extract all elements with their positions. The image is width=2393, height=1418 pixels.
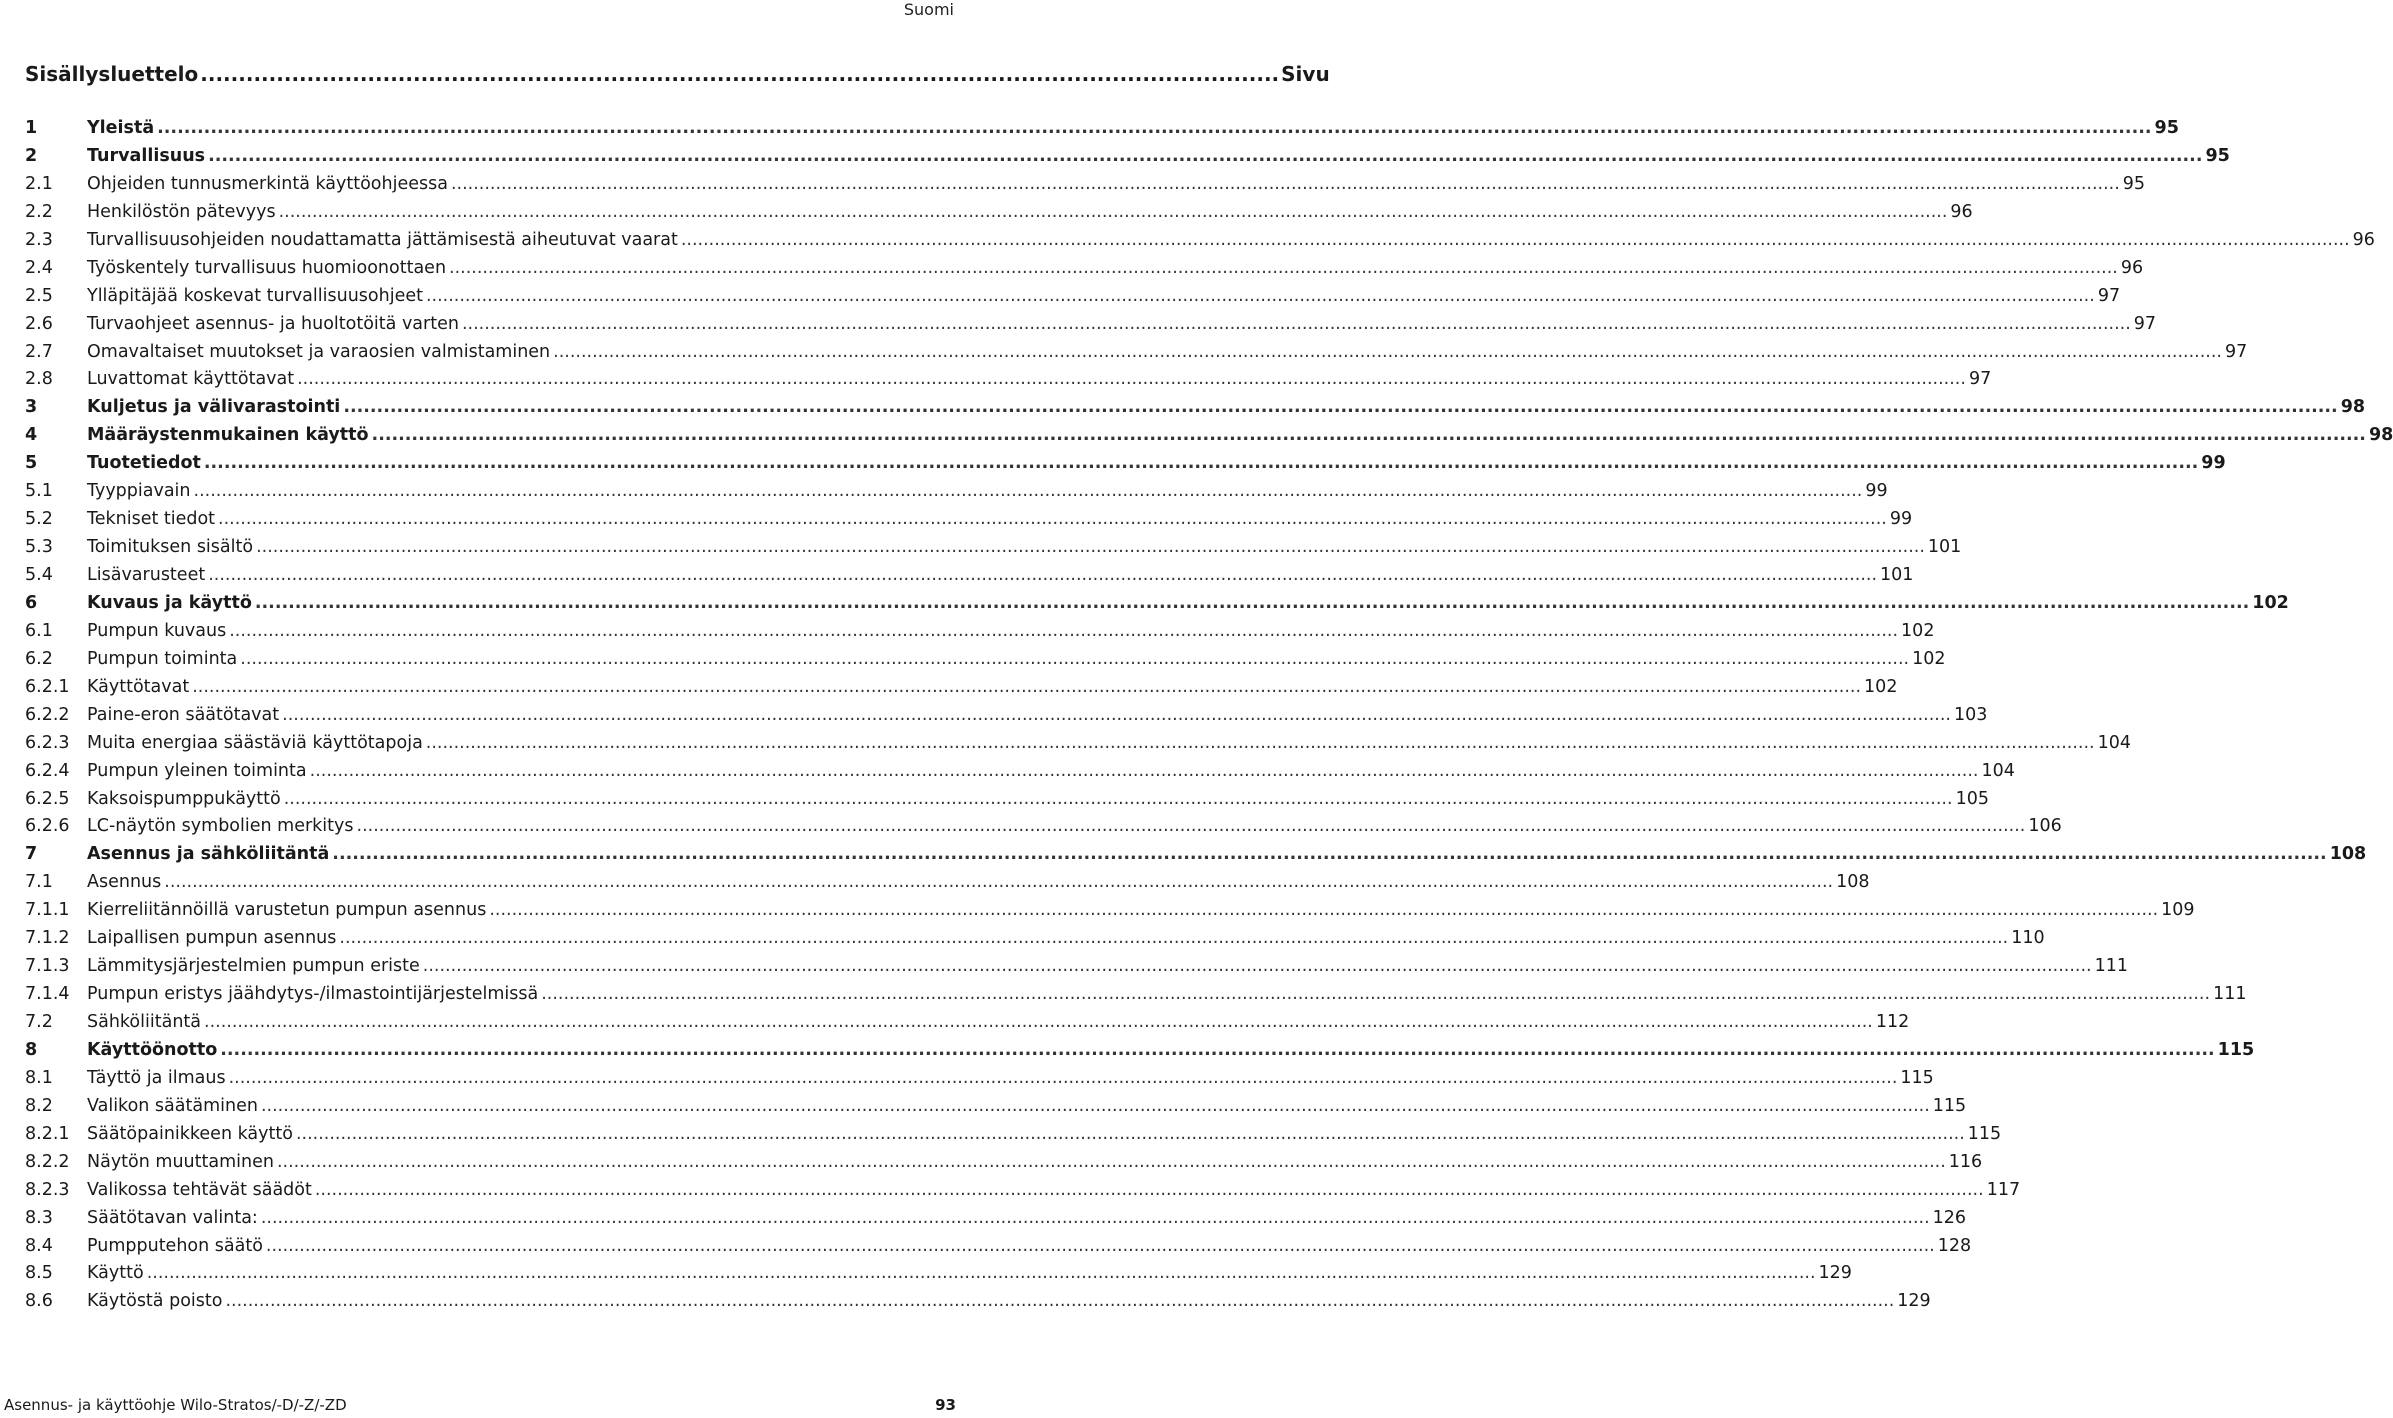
- footer-text: Asennus- ja käyttöohje Wilo-Stratos/-D/-Z/-ZD: [4, 1396, 347, 1414]
- toc-entry-page: 102: [1901, 620, 1935, 641]
- toc-entry-title: Täyttö ja ilmaus: [87, 1067, 226, 1088]
- toc-entry-title: Toimituksen sisältö: [87, 537, 254, 558]
- toc-entry-number: 5: [25, 453, 38, 474]
- toc-entry-number: 2.6: [25, 313, 53, 334]
- toc-entry-leader: ............................................................................................................................................................................................................................................................................................................: [425, 732, 2095, 753]
- toc-entry-leader: ............................................................................................................................................................................................................................................................................................................: [332, 844, 2327, 865]
- toc-entry-number: 2.1: [25, 173, 53, 194]
- toc-entry-number: 5.3: [25, 537, 53, 558]
- toc-entry-title: Säätötavan valinta:: [87, 1207, 258, 1228]
- toc-entry-leader: ............................................................................................................................................................................................................................................................................................................: [461, 313, 2131, 334]
- toc-entry[interactable]: [25, 813, 2062, 841]
- toc-entry-title: Lisävarusteet: [87, 565, 206, 585]
- toc-entry-page: 95: [2122, 173, 2146, 194]
- toc-entry[interactable]: [25, 199, 1973, 227]
- toc-entry-title: Pumpun eristys jäähdytys-/ilmastointijärjestelmissä: [87, 984, 539, 1005]
- toc-entry-number: 7.1.1: [25, 900, 70, 921]
- toc-entry[interactable]: [25, 981, 2247, 1009]
- toc-entry-title: Pumpputehon säätö: [87, 1235, 263, 1256]
- toc-page-label: Sivu: [1281, 62, 1330, 86]
- toc-entry[interactable]: [25, 171, 2146, 199]
- toc-entry-title: Käytöstä poisto: [87, 1291, 223, 1312]
- toc-entry-leader: ............................................................................................................................................................................................................................................................................................................: [192, 676, 1862, 697]
- toc-entry-title: Pumpun yleinen toiminta: [87, 760, 307, 781]
- toc-entry-number: 2.8: [25, 369, 53, 390]
- toc-entry[interactable]: [25, 925, 2045, 953]
- toc-entry[interactable]: [25, 953, 2129, 981]
- toc-entry-number: 8.5: [25, 1263, 53, 1284]
- toc-entry-leader: ............................................................................................................................................................................................................................................................................................................: [553, 341, 2222, 362]
- toc-entry-leader: ............................................................................................................................................................................................................................................................................................................: [283, 788, 1953, 809]
- toc-entry-title: Pumpun kuvaus: [87, 620, 227, 641]
- toc-header: [25, 62, 1330, 86]
- toc-entry-page: 101: [1927, 537, 1962, 558]
- toc-entry-page: 95: [2154, 118, 2179, 138]
- toc-entry-title: Kierreliitännöillä varustetun pumpun asennus: [87, 900, 487, 921]
- toc-entry-page: 95: [2205, 145, 2230, 166]
- toc-entry[interactable]: [25, 227, 2375, 255]
- toc-entry[interactable]: [25, 702, 1988, 730]
- toc-entry[interactable]: [25, 1121, 2002, 1149]
- toc-entry-leader: ............................................................................................................................................................................................................................................................................................................: [228, 1067, 1898, 1088]
- toc-entry-page: 115: [1900, 1067, 1934, 1088]
- toc-entry-number: 4: [25, 425, 38, 446]
- toc-entry-page: 110: [2011, 928, 2045, 949]
- toc-entry-leader: ............................................................................................................................................................................................................................................................................................................: [208, 565, 1878, 585]
- toc-entry-title: Asennus: [87, 872, 162, 893]
- toc-entry-number: 6.2.3: [25, 732, 70, 753]
- toc-entry-title: Sähköliitäntä: [87, 1012, 201, 1032]
- toc-entry[interactable]: [25, 255, 2144, 283]
- toc-list: [25, 115, 2393, 1316]
- toc-entry-leader: ............................................................................................................................................................................................................................................................................................................: [218, 509, 1887, 530]
- toc-entry[interactable]: [25, 590, 2289, 618]
- toc-entry-page: 106: [2028, 816, 2062, 837]
- toc-entry-leader: ............................................................................................................................................................................................................................................................................................................: [541, 984, 2211, 1005]
- toc-entry-number: 8.6: [25, 1291, 53, 1312]
- toc-entry-number: 6.2: [25, 648, 53, 669]
- toc-entry-page: 97: [2133, 313, 2157, 334]
- toc-entry-title: Käyttö: [87, 1263, 144, 1284]
- toc-entry[interactable]: [25, 618, 1935, 646]
- toc-entry-number: 7.1.2: [25, 928, 70, 949]
- toc-title: Sisällysluettelo: [25, 62, 199, 86]
- toc-entry-page: 115: [1967, 1123, 2002, 1144]
- toc-entry-page: 98: [2340, 397, 2366, 418]
- toc-entry-number: 6.2.4: [25, 760, 70, 781]
- toc-entry-title: Yleistä: [87, 118, 155, 138]
- toc-entry-leader: ............................................................................................................................................................................................................................................................................................................: [204, 1012, 1873, 1032]
- toc-entry-leader: ............................................................................................................................................................................................................................................................................................................: [489, 900, 2159, 921]
- toc-entry[interactable]: [25, 1177, 2021, 1205]
- toc-entry-page: 116: [1948, 1151, 1983, 1172]
- toc-entry-leader: ............................................................................................................................................................................................................................................................................................................: [278, 201, 1948, 222]
- toc-entry-number: 2.4: [25, 257, 53, 278]
- toc-entry-leader: ............................................................................................................................................................................................................................................................................................................: [254, 592, 2250, 613]
- footer-page-number: 93: [935, 1396, 956, 1414]
- toc-entry[interactable]: [25, 1233, 1972, 1261]
- toc-entry-number: 8.2.3: [25, 1179, 70, 1200]
- toc-entry-title: Määräystenmukainen käyttö: [87, 425, 369, 446]
- toc-entry-title: Omavaltaiset muutokset ja varaosien valmistaminen: [87, 341, 551, 362]
- toc-entry-leader: ............................................................................................................................................................................................................................................................................................................: [193, 481, 1863, 502]
- toc-entry-page: 108: [1836, 872, 1870, 893]
- toc-entry-page: 104: [2097, 732, 2132, 753]
- toc-entry-leader: ............................................................................................................................................................................................................................................................................................................: [229, 620, 1899, 641]
- toc-entry-leader: ............................................................................................................................................................................................................................................................................................................: [343, 397, 2338, 418]
- toc-entry-title: Henkilöstön pätevyys: [87, 201, 276, 222]
- toc-entry[interactable]: [25, 562, 1914, 590]
- toc-entry[interactable]: [25, 1093, 1967, 1121]
- toc-entry-page: 103: [1953, 704, 1988, 725]
- toc-entry[interactable]: [25, 143, 2230, 171]
- toc-entry-leader: ............................................................................................................................................................................................................................................................................................................: [422, 956, 2092, 977]
- toc-entry-number: 8.4: [25, 1235, 53, 1256]
- toc-entry-page: 105: [1955, 788, 1989, 809]
- toc-entry-page: 109: [2161, 900, 2195, 921]
- toc-entry-number: 8.3: [25, 1207, 53, 1228]
- toc-entry-page: 96: [2352, 229, 2375, 250]
- toc-entry[interactable]: [25, 339, 2248, 367]
- language-label: Suomi: [903, 0, 954, 19]
- toc-entry-number: 6.2.6: [25, 816, 70, 837]
- toc-entry-number: 3: [25, 397, 38, 418]
- toc-entry[interactable]: [25, 1037, 2255, 1065]
- toc-entry-number: 8.2.1: [25, 1123, 70, 1144]
- toc-entry-title: Turvallisuusohjeiden noudattamatta jättämisestä aiheutuvat vaarat: [87, 229, 678, 250]
- toc-entry-title: Näytön muuttaminen: [87, 1151, 274, 1172]
- toc-entry-leader: ............................................................................................................................................................................................................................................................................................................: [256, 537, 1925, 558]
- toc-entry-title: Kuljetus ja välivarastointi: [87, 397, 341, 418]
- toc-entry[interactable]: [25, 897, 2195, 925]
- toc-entry-title: Paine-eron säätötavat: [87, 704, 280, 725]
- toc-entry-number: 1: [25, 118, 38, 138]
- toc-entry-title: Säätöpainikkeen käyttö: [87, 1123, 293, 1144]
- toc-entry-page: 126: [1932, 1207, 1967, 1228]
- toc-entry[interactable]: [25, 1065, 1934, 1093]
- toc-entry-number: 8: [25, 1039, 38, 1060]
- toc-entry[interactable]: [25, 283, 2121, 311]
- toc-entry-leader: ............................................................................................................................................................................................................................................................................................................: [146, 1263, 1816, 1284]
- toc-entry-page: 104: [1981, 760, 2015, 781]
- toc-entry-page: 115: [2217, 1039, 2255, 1060]
- toc-entry-number: 6.1: [25, 620, 53, 641]
- toc-entry-title: Tekniset tiedot: [87, 509, 216, 530]
- toc-entry-page: 96: [2120, 257, 2144, 278]
- toc-entry-leader: ............................................................................................................................................................................................................................................................................................................: [282, 704, 1951, 725]
- toc-entry-title: Luvattomat käyttötavat: [87, 369, 295, 390]
- toc-entry-leader: ............................................................................................................................................................................................................................................................................................................: [297, 369, 1966, 390]
- toc-entry-leader: ............................................................................................................................................................................................................................................................................................................: [680, 229, 2350, 250]
- toc-entry-title: Asennus ja sähköliitäntä: [87, 844, 330, 865]
- toc-entry-leader: ............................................................................................................................................................................................................................................................................................................: [265, 1235, 1935, 1256]
- toc-entry[interactable]: [25, 1260, 1852, 1288]
- toc-entry[interactable]: [25, 534, 1962, 562]
- toc-entry-page: 97: [2224, 341, 2248, 362]
- toc-entry-page: 101: [1880, 565, 1914, 585]
- toc-entry-leader: ............................................................................................................................................................................................................................................................................................................: [295, 1123, 1965, 1144]
- toc-entry-number: 7.1.4: [25, 984, 70, 1005]
- toc-entry[interactable]: [25, 506, 1913, 534]
- toc-entry[interactable]: [25, 450, 2226, 478]
- toc-entry-number: 2.3: [25, 229, 53, 250]
- toc-entry-leader: ............................................................................................................................................................................................................................................................................................................: [225, 1291, 1895, 1312]
- toc-entry-leader: ............................................................................................................................................................................................................................................................................................................: [339, 928, 2009, 949]
- toc-header-leader: ..............................................................................................................................................: [200, 62, 1280, 86]
- toc-entry-leader: ............................................................................................................................................................................................................................................................................................................: [449, 257, 2118, 278]
- toc-entry-page: 115: [1932, 1095, 1967, 1116]
- toc-entry[interactable]: [25, 1149, 1983, 1177]
- toc-entry-page: 111: [2213, 984, 2247, 1005]
- toc-entry-title: Kaksoispumppukäyttö: [87, 788, 281, 809]
- toc-entry-number: 2.2: [25, 201, 53, 222]
- toc-entry-leader: ............................................................................................................................................................................................................................................................................................................: [240, 648, 1910, 669]
- toc-entry-page: 102: [1864, 676, 1898, 697]
- toc-entry-number: 5.4: [25, 565, 53, 585]
- toc-entry-number: 6: [25, 592, 38, 613]
- toc-entry[interactable]: [25, 841, 2367, 869]
- toc-entry-leader: ............................................................................................................................................................................................................................................................................................................: [371, 425, 2366, 446]
- toc-entry-leader: ............................................................................................................................................................................................................................................................................................................: [164, 872, 1834, 893]
- toc-entry[interactable]: [25, 1009, 1910, 1037]
- toc-entry-page: 102: [2252, 592, 2289, 613]
- toc-entry-leader: ............................................................................................................................................................................................................................................................................................................: [450, 173, 2120, 194]
- toc-entry[interactable]: [25, 869, 1870, 897]
- toc-entry-title: Valikon säätäminen: [87, 1095, 258, 1116]
- toc-entry-title: Ylläpitäjää koskevat turvallisuusohjeet: [87, 285, 423, 306]
- toc-entry-leader: ............................................................................................................................................................................................................................................................................................................: [208, 145, 2203, 166]
- toc-entry-leader: ............................................................................................................................................................................................................................................................................................................: [276, 1151, 1946, 1172]
- toc-entry-page: 99: [2201, 453, 2226, 474]
- toc-entry-title: Tuotetiedot: [87, 453, 201, 474]
- toc-entry-leader: ............................................................................................................................................................................................................................................................................................................: [260, 1095, 1930, 1116]
- toc-entry-title: Käyttötavat: [87, 676, 190, 697]
- toc-entry-number: 7.1: [25, 872, 53, 893]
- toc-entry-page: 96: [1950, 201, 1973, 222]
- toc-entry-number: 2: [25, 145, 38, 166]
- toc-entry-page: 99: [1889, 509, 1913, 530]
- toc-entry[interactable]: [25, 394, 2366, 422]
- toc-entry[interactable]: [25, 311, 2157, 339]
- toc-entry-page: 108: [2329, 844, 2367, 865]
- toc-entry-title: Työskentely turvallisuus huomioonottaen: [87, 257, 447, 278]
- toc-entry-leader: ............................................................................................................................................................................................................................................................................................................: [260, 1207, 1930, 1228]
- toc-entry-title: Tyyppiavain: [87, 481, 191, 502]
- toc-entry-page: 112: [1875, 1012, 1910, 1032]
- toc-entry-page: 102: [1912, 648, 1946, 669]
- toc-entry-number: 7: [25, 844, 38, 865]
- toc-entry-number: 6.2.1: [25, 676, 70, 697]
- toc-entry-title: Pumpun toiminta: [87, 648, 238, 669]
- toc-entry-page: 129: [1897, 1291, 1931, 1312]
- toc-entry[interactable]: [25, 674, 1898, 702]
- toc-entry-page: 128: [1937, 1235, 1972, 1256]
- toc-entry[interactable]: [25, 730, 2132, 758]
- toc-entry-number: 5.1: [25, 481, 53, 502]
- toc-entry[interactable]: [25, 646, 1946, 674]
- toc-entry-leader: ............................................................................................................................................................................................................................................................................................................: [203, 453, 2199, 474]
- toc-entry-number: 8.1: [25, 1067, 53, 1088]
- toc-entry-page: 117: [1986, 1179, 2021, 1200]
- toc-entry-title: Kuvaus ja käyttö: [87, 592, 252, 613]
- toc-entry-number: 8.2.2: [25, 1151, 70, 1172]
- toc-entry-number: 2.5: [25, 285, 53, 306]
- toc-entry-title: Valikossa tehtävät säädöt: [87, 1179, 312, 1200]
- toc-entry-title: Muita energiaa säästäviä käyttötapoja: [87, 732, 423, 753]
- toc-entry[interactable]: [25, 422, 2393, 450]
- toc-entry[interactable]: [25, 115, 2179, 143]
- toc-entry-title: Turvaohjeet asennus- ja huoltotöitä varten: [87, 313, 459, 334]
- toc-entry-page: 97: [1968, 369, 1992, 390]
- toc-entry[interactable]: [25, 758, 2015, 786]
- toc-entry-page: 111: [2094, 956, 2129, 977]
- toc-entry-leader: ............................................................................................................................................................................................................................................................................................................: [309, 760, 1979, 781]
- toc-entry-page: 98: [2368, 425, 2393, 446]
- toc-entry-page: 129: [1818, 1263, 1852, 1284]
- toc-entry-leader: ............................................................................................................................................................................................................................................................................................................: [356, 816, 2026, 837]
- toc-entry-title: Lämmitysjärjestelmien pumpun eriste: [87, 956, 420, 977]
- toc-entry-leader: ............................................................................................................................................................................................................................................................................................................: [425, 285, 2095, 306]
- toc-entry-title: Laipallisen pumpun asennus: [87, 928, 337, 949]
- toc-entry-number: 2.7: [25, 341, 53, 362]
- toc-entry-number: 5.2: [25, 509, 53, 530]
- toc-entry-leader: ............................................................................................................................................................................................................................................................................................................: [314, 1179, 1984, 1200]
- toc-entry-page: 97: [2097, 285, 2121, 306]
- toc-entry-number: 6.2.5: [25, 788, 70, 809]
- toc-entry[interactable]: [25, 1288, 1931, 1316]
- toc-entry-number: 8.2: [25, 1095, 53, 1116]
- toc-entry-title: Ohjeiden tunnusmerkintä käyttöohjeessa: [87, 173, 448, 194]
- toc-entry-page: 99: [1865, 481, 1888, 502]
- toc-entry-number: 7.1.3: [25, 956, 70, 977]
- toc-entry-title: Turvallisuus: [87, 145, 206, 166]
- toc-entry[interactable]: [25, 1205, 1967, 1233]
- toc-entry-number: 7.2: [25, 1012, 53, 1032]
- toc-entry-number: 6.2.2: [25, 704, 70, 725]
- toc-entry-leader: ............................................................................................................................................................................................................................................................................................................: [220, 1039, 2215, 1060]
- toc-entry[interactable]: [25, 366, 1992, 394]
- toc-entry[interactable]: [25, 786, 1989, 814]
- toc-entry-leader: ............................................................................................................................................................................................................................................................................................................: [157, 118, 2152, 138]
- toc-entry-title: Käyttöönotto: [87, 1039, 218, 1060]
- toc-entry[interactable]: [25, 478, 1888, 506]
- toc-entry-title: LC-näytön symbolien merkitys: [87, 816, 354, 837]
